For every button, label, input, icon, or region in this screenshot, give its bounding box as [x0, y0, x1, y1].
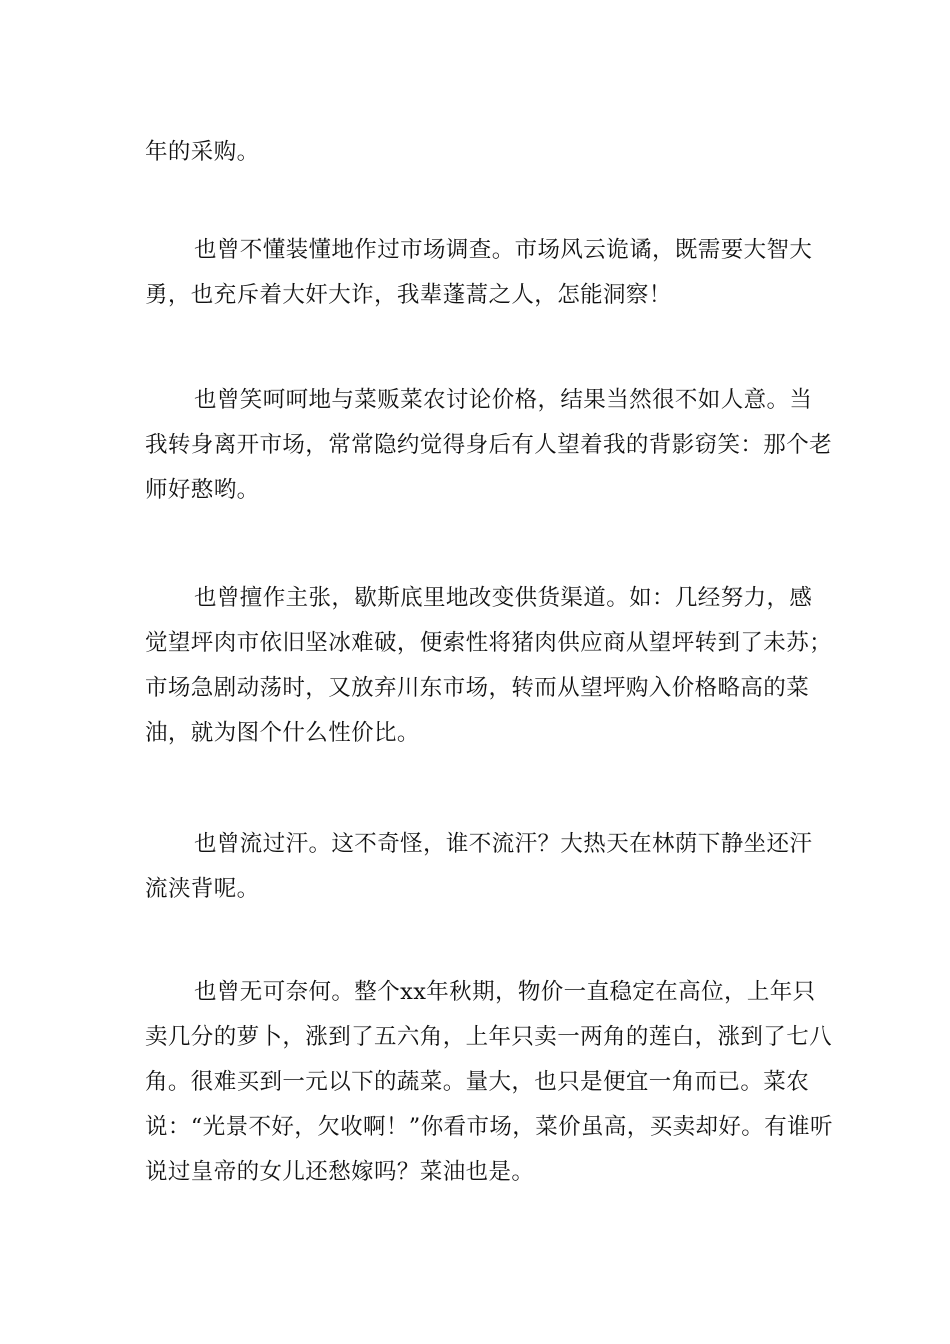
paragraph-market-survey: 也曾不懂装懂地作过市场调查。市场风云诡谲，既需要大智大勇，也充斥着大奸大诈，我辈蓬蒿之人，怎能洞察！: [145, 237, 813, 308]
paragraph-sweat: 也曾流过汗。这不奇怪，谁不流汗？大热天在林荫下静坐还汗流浃背呢。: [145, 831, 813, 902]
paragraph-price-discussion: 也曾笑呵呵地与菜贩菜农讨论价格，结果当然很不如人意。当我转身离开市场，常常隐约觉得身后有人望着我的背影窃笑：那个老师好憨哟。: [145, 387, 833, 503]
paragraph-helpless: 也曾无可奈何。整个xx年秋期，物价一直稳定在高位，上年只卖几分的萝卜，涨到了五六角，上年只卖一两角的莲白，涨到了七八角。很难买到一元以下的蔬菜。量大，也只是便宜一角而已。菜农说：“光景不好，欠收啊！”你看市场，菜价虽高，买卖却好。有谁听说过皇帝的女儿还愁嫁吗？菜油也是。: [145, 979, 833, 1185]
paragraph-continuation: 年的采购。: [145, 139, 260, 165]
paragraph-supply-channel: 也曾擅作主张，歇斯底里地改变供货渠道。如：几经努力，感觉望坪肉市依旧坚冰难破，便索性将猪肉供应商从望坪转到了未苏；市场急剧动荡时，又放弃川东市场，转而从望坪购入价格略高的菜油，就为图个什么性价比。: [145, 585, 833, 746]
